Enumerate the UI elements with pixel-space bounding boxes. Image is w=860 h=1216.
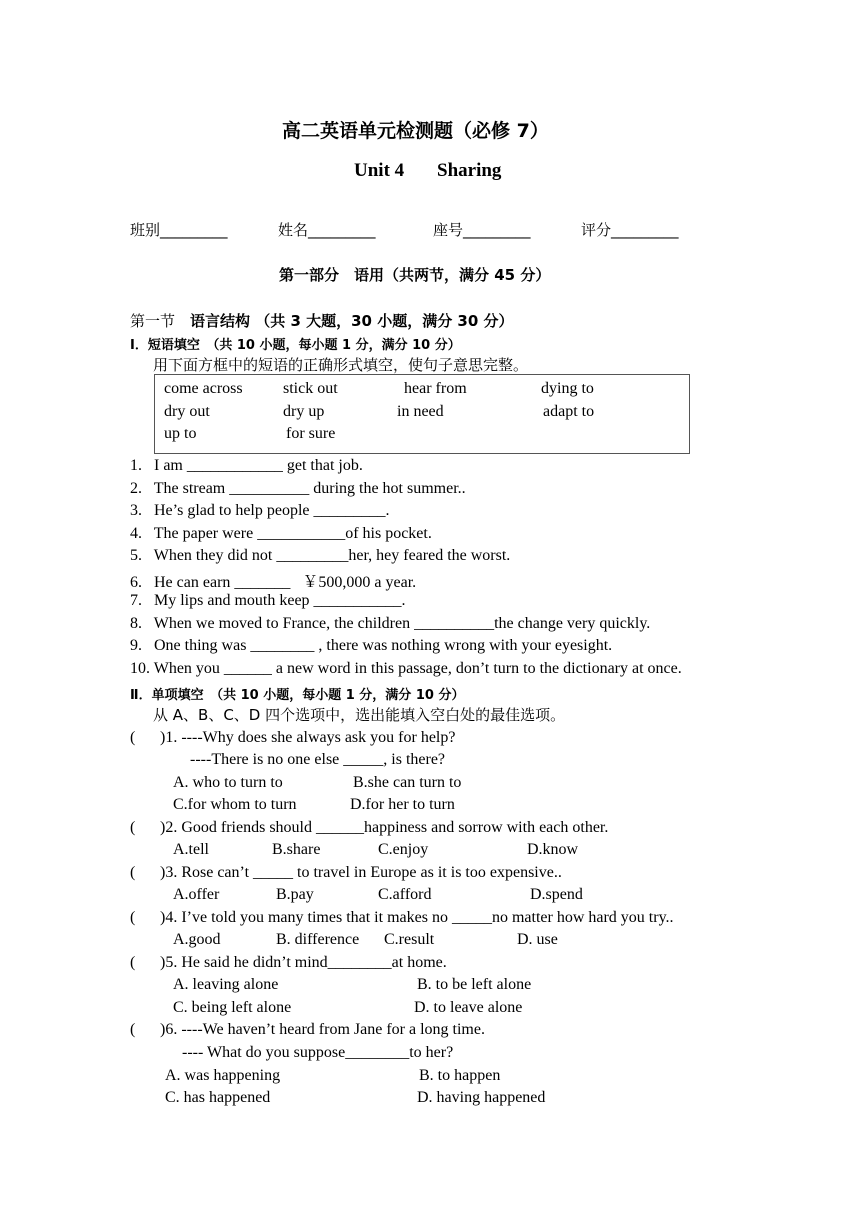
option-b: B.pay [276,886,314,903]
score-field: 评分_________ [581,221,679,239]
part2-instruction: 从 A、B、C、D 四个选项中，选出能填入空白处的最佳选项。 [153,706,566,724]
part1-heading: Ⅰ．短语填空 （共 10 小题，每小题 1 分，满分 10 分） [130,338,461,353]
question-stem: )4. I’ve told you many times that it makes no _____no matter how hard you try.. [160,909,674,926]
option-a: A. was happening [165,1067,281,1084]
phrase: up to [164,425,197,442]
option-d: D. having happened [417,1089,546,1106]
part-one-heading: 第一部分 语用（共两节，满分 45 分） [279,266,551,284]
option-b: B. to happen [419,1067,501,1084]
page-title: 高二英语单元检测题（必修 7） [282,120,549,142]
option-a: A.tell [173,841,209,858]
phrase: come across [164,380,243,397]
option-c: C.result [384,931,435,948]
option-b: B. difference [276,931,360,948]
option-d: D. use [517,931,558,948]
phrase: in need [397,403,444,420]
sentence-item: 10. When you ______ a new word in this passage, don’t turn to the dictionary at once. [130,660,682,677]
option-b: B.share [272,841,321,858]
question-line: ----There is no one else _____, is there? [190,751,446,768]
sentence-item: 5. When they did not _________her, hey feared the worst. [130,547,511,564]
class-field: 班别_________ [130,221,228,239]
answer-paren: ( [130,819,136,836]
part1-instruction: 用下面方框中的短语的正确形式填空，使句子意思完整。 [153,356,529,374]
answer-paren: ( [130,729,136,746]
phrase: for sure [286,425,336,442]
option-a: A.offer [173,886,220,903]
section-one-prefix: 第一节 [130,312,176,330]
sentence-item: 4. The paper were ___________of his pocket. [130,525,432,542]
unit-name: Sharing [437,160,502,181]
sentence-item: 1. I am ____________ get that job. [130,457,363,474]
phrase: dry up [283,403,325,420]
question-stem: )5. He said he didn’t mind________at home. [160,954,447,971]
option-b: B. to be left alone [417,976,532,993]
option-c: C.for whom to turn [173,796,297,813]
section-one-heading: 语言结构 （共 3 大题，30 小题，满分 30 分） [190,312,514,330]
question-stem: )1. ----Why does she always ask you for help? [160,729,456,746]
option-c: C. has happened [165,1089,271,1106]
phrase: stick out [283,380,338,397]
question-stem: )2. Good friends should ______happiness and sorrow with each other. [160,819,609,836]
unit-number: Unit 4 [354,160,405,181]
seat-number-field: 座号_________ [433,221,531,239]
option-c: C.afford [378,886,432,903]
sentence-item: 6. He can earn _______ ￥500,000 a year. [130,574,417,591]
question-line: ---- What do you suppose________to her? [182,1044,454,1061]
option-d: D.know [527,841,579,858]
option-d: D. to leave alone [414,999,523,1016]
phrase: adapt to [543,403,595,420]
question-stem: )3. Rose can’t _____ to travel in Europe as it is too expensive.. [160,864,562,881]
option-a: A. leaving alone [173,976,279,993]
answer-paren: ( [130,954,136,971]
option-c: C. being left alone [173,999,292,1016]
phrase: dry out [164,403,210,420]
option-d: D.for her to turn [350,796,455,813]
phrase: dying to [541,380,594,397]
part2-heading: Ⅱ．单项填空 （共 10 小题，每小题 1 分，满分 10 分） [130,688,465,703]
sentence-item: 9. One thing was ________ , there was nothing wrong with your eyesight. [130,637,613,654]
question-stem: )6. ----We haven’t heard from Jane for a long time. [160,1021,485,1038]
sentence-item: 2. The stream __________ during the hot summer.. [130,480,466,497]
option-a: A. who to turn to [173,774,283,791]
answer-paren: ( [130,1021,136,1038]
sentence-item: 3. He’s glad to help people _________. [130,502,390,519]
option-c: C.enjoy [378,841,429,858]
answer-paren: ( [130,864,136,881]
sentence-item: 8. When we moved to France, the children __________the change very quickly. [130,615,651,632]
option-a: A.good [173,931,221,948]
sentence-item: 7. My lips and mouth keep ___________. [130,592,406,609]
name-field: 姓名_________ [278,221,376,239]
option-b: B.she can turn to [353,774,462,791]
phrase: hear from [404,380,467,397]
answer-paren: ( [130,909,136,926]
option-d: D.spend [530,886,583,903]
